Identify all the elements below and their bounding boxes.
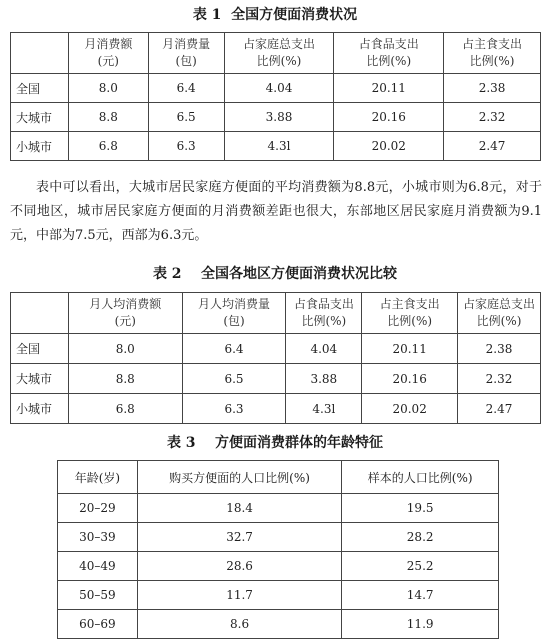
- table-cell: 28.6: [137, 552, 342, 581]
- table-cell: 2.32: [444, 103, 541, 132]
- table-row: [11, 364, 541, 394]
- table-cell: 20–29: [58, 494, 138, 523]
- table1-header-cell: [11, 33, 69, 74]
- table1-header-cell: 占家庭总支出 比例(%): [224, 33, 334, 74]
- table-cell: 大城市: [11, 364, 69, 394]
- table-cell: 6.8: [68, 132, 148, 161]
- table1-header-cell: 占主食支出 比例(%): [444, 33, 541, 74]
- table-cell: 20.11: [362, 334, 458, 364]
- table-cell: 3.88: [224, 103, 334, 132]
- table-row: [58, 523, 499, 552]
- table3-header-row: [58, 461, 499, 494]
- table-cell: 2.47: [458, 394, 541, 424]
- table2-header-cell: [11, 293, 69, 334]
- table-cell: 2.38: [444, 74, 541, 103]
- table-cell: 6.5: [148, 103, 224, 132]
- table1: [10, 32, 541, 161]
- table-cell: 19.5: [342, 494, 499, 523]
- table-cell: 60–69: [58, 610, 138, 639]
- table-cell: 20.02: [334, 132, 444, 161]
- table-cell: 3.88: [286, 364, 362, 394]
- table-cell: 8.6: [137, 610, 342, 639]
- table2-caption: 表 2 全国各地区方便面消费状况比较: [152, 266, 398, 282]
- table3-header-cell: 年龄(岁): [58, 461, 138, 494]
- table-row: [11, 334, 541, 364]
- table1-header-cell: 月消费额 (元): [68, 33, 148, 74]
- body-paragraph: 表中可以看出，大城市居民家庭方便面的平均消费额为8.8元，小城市则为6.8元，对于不同地区，城市居民家庭方便面的月消费额差距也很大，东部地区居民家庭月消费额为9.1元，中部为7.5元，西部为6.3元。: [10, 180, 542, 243]
- table2-header-row: [11, 293, 541, 334]
- table-cell: 2.32: [458, 364, 541, 394]
- table-cell: 6.4: [182, 334, 286, 364]
- table-cell: 20.11: [334, 74, 444, 103]
- table-cell: 8.0: [68, 74, 148, 103]
- table3-caption: 表 3 方便面消费群体的年龄特征: [166, 435, 384, 451]
- table-cell: 32.7: [137, 523, 342, 552]
- table3: [57, 460, 499, 639]
- table-row: [58, 610, 499, 639]
- table-cell: 6.4: [148, 74, 224, 103]
- table-row: [11, 394, 541, 424]
- table-cell: 2.47: [444, 132, 541, 161]
- table-cell: 14.7: [342, 581, 499, 610]
- table-cell: 20.16: [334, 103, 444, 132]
- table-cell: 4.04: [224, 74, 334, 103]
- table-cell: 11.7: [137, 581, 342, 610]
- table3-header-cell: 购买方便面的人口比例(%): [137, 461, 342, 494]
- table-cell: 28.2: [342, 523, 499, 552]
- table-cell: 6.3: [148, 132, 224, 161]
- table-row: [58, 552, 499, 581]
- table-cell: 全国: [11, 334, 69, 364]
- table-cell: 11.9: [342, 610, 499, 639]
- table-cell: 40–49: [58, 552, 138, 581]
- table-row: [58, 494, 499, 523]
- table1-header-cell: 占食品支出 比例(%): [334, 33, 444, 74]
- table-cell: 大城市: [11, 103, 69, 132]
- table-cell: 2.38: [458, 334, 541, 364]
- table-cell: 8.8: [68, 103, 148, 132]
- table1-caption: 表 1 全国方便面消费状况: [192, 7, 358, 23]
- table-cell: 6.8: [68, 394, 182, 424]
- table-cell: 18.4: [137, 494, 342, 523]
- table2-header-cell: 占家庭总支出 比例(%): [458, 293, 541, 334]
- table-row: [58, 581, 499, 610]
- table-row: [11, 74, 541, 103]
- table-cell: 8.8: [68, 364, 182, 394]
- table3-header-cell: 样本的人口比例(%): [342, 461, 499, 494]
- table-cell: 20.02: [362, 394, 458, 424]
- table-cell: 30–39: [58, 523, 138, 552]
- table-cell: 4.3l: [224, 132, 334, 161]
- table-cell: 4.04: [286, 334, 362, 364]
- table2: [10, 292, 541, 424]
- table-cell: 4.3l: [286, 394, 362, 424]
- table-cell: 50–59: [58, 581, 138, 610]
- table2-header-cell: 占主食支出 比例(%): [362, 293, 458, 334]
- table-cell: 全国: [11, 74, 69, 103]
- table-cell: 6.3: [182, 394, 286, 424]
- table-cell: 8.0: [68, 334, 182, 364]
- table2-header-cell: 月人均消费量 (包): [182, 293, 286, 334]
- table-cell: 小城市: [11, 394, 69, 424]
- table-cell: 25.2: [342, 552, 499, 581]
- table2-header-cell: 占食品支出 比例(%): [286, 293, 362, 334]
- table-cell: 小城市: [11, 132, 69, 161]
- table1-header-cell: 月消费量 (包): [148, 33, 224, 74]
- table-cell: 6.5: [182, 364, 286, 394]
- table-cell: 20.16: [362, 364, 458, 394]
- table-row: [11, 132, 541, 161]
- table1-header-row: [11, 33, 541, 74]
- table-row: [11, 103, 541, 132]
- table2-header-cell: 月人均消费额 (元): [68, 293, 182, 334]
